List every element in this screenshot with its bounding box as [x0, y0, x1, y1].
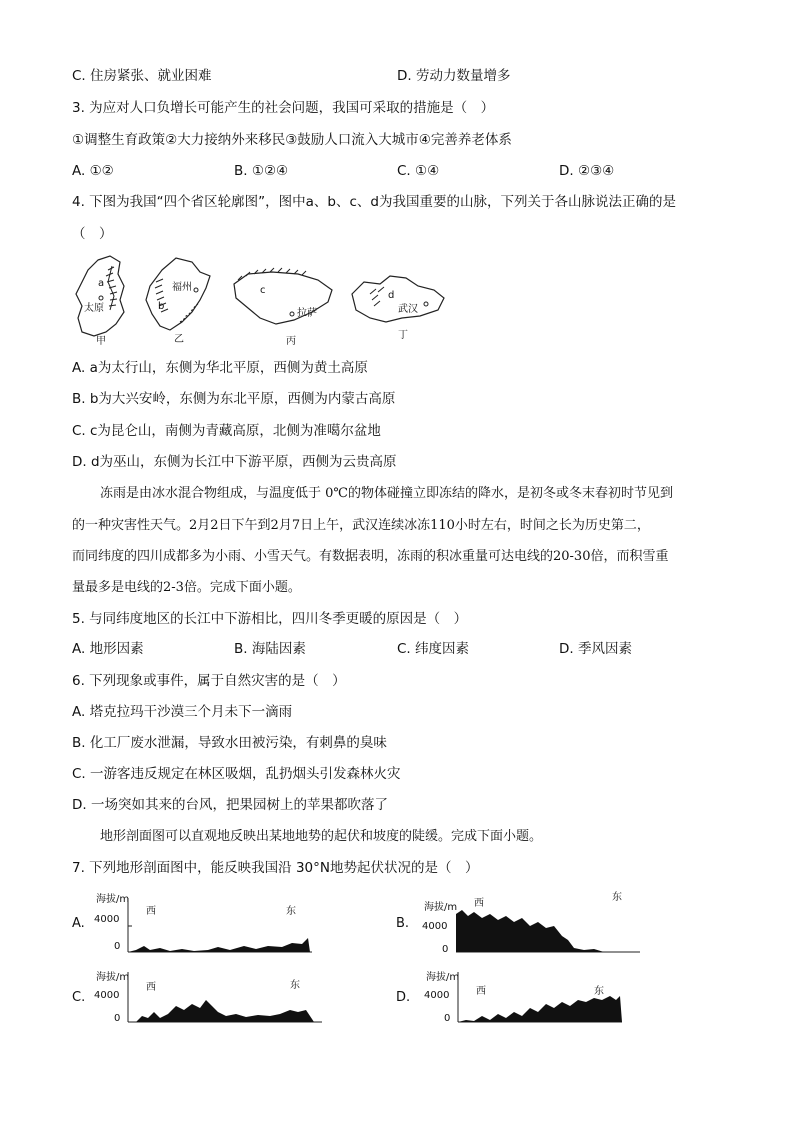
map-jia-mountain-label: a — [98, 278, 105, 289]
q5-option-b: B. 海陆因素 — [234, 641, 306, 657]
passage1-line4: 量最多是电线的2-3倍。完成下面小题。 — [72, 580, 301, 595]
profile-a-tick-4000: 4000 — [94, 914, 120, 925]
profile-c — [72, 964, 322, 1030]
map-bing-outline — [228, 262, 338, 332]
passage1-line1: 冻雨是由冰水混合物组成，与温度低于 0℃的物体碰撞立即冻结的降水，是初冬或冬末春初时节见到 — [100, 486, 673, 501]
q4-option-b: B. b为大兴安岭，东侧为东北平原，西侧为内蒙古高原 — [72, 391, 396, 407]
profile-c-tick-4000: 4000 — [94, 990, 120, 1001]
profile-c-ylabel: 海拔/m — [96, 972, 130, 983]
q6-option-a: A. 塔克拉玛干沙漠三个月未下一滴雨 — [72, 704, 293, 720]
profile-a — [72, 890, 322, 960]
profile-a-west: 西 — [146, 906, 156, 917]
profile-d-graph — [456, 970, 636, 1026]
map-yi-mountain-label: b — [158, 301, 165, 312]
profile-a-east: 东 — [286, 906, 296, 917]
map-ding-city-label: 武汉 — [398, 304, 418, 315]
profile-b-tick-0: 0 — [442, 944, 449, 955]
q3-statements: ①调整生育政策②大力接纳外来移民③鼓励人口流入大城市④完善养老体系 — [72, 132, 512, 148]
q5-stem: 5. 与同纬度地区的长江中下游相比，四川冬季更暖的原因是（ ） — [72, 611, 468, 627]
q6-stem: 6. 下列现象或事件，属于自然灾害的是（ ） — [72, 673, 346, 689]
profile-d-tick-4000: 4000 — [424, 990, 450, 1001]
map-ding-outline — [344, 264, 448, 334]
profile-c-tick-0: 0 — [114, 1013, 121, 1024]
passage2-text: 地形剖面图可以直观地反映出某地地势的起伏和坡度的陡缓。完成下面小题。 — [100, 829, 543, 844]
profile-d — [396, 964, 646, 1030]
map-jia-name: 甲 — [96, 336, 106, 347]
q5-option-a: A. 地形因素 — [72, 641, 144, 657]
profile-c-east: 东 — [290, 980, 300, 991]
profile-a-tick-0: 0 — [114, 941, 121, 952]
profile-d-option: D. — [396, 990, 411, 1005]
profile-b-west: 西 — [474, 898, 484, 909]
profile-c-option: C. — [72, 990, 86, 1005]
q6-option-b: B. 化工厂废水泄漏，导致水田被污染，有刺鼻的臭味 — [72, 735, 387, 751]
profile-b-east: 东 — [612, 892, 622, 903]
q4-option-c: C. c为昆仑山，南侧为青藏高原，北侧为准噶尔盆地 — [72, 423, 381, 439]
profile-b-option: B. — [396, 916, 410, 931]
profile-b-graph — [454, 906, 644, 958]
q3-option-b: B. ①②④ — [234, 163, 289, 179]
map-yi-outline — [140, 252, 220, 342]
profile-c-west: 西 — [146, 982, 156, 993]
q2-option-c: C. 住房紧张、就业困难 — [72, 68, 212, 84]
map-jia-outline — [68, 252, 138, 342]
profile-d-ylabel: 海拔/m — [426, 972, 460, 983]
q6-option-d: D. 一场突如其来的台风，把果园树上的苹果都吹落了 — [72, 797, 388, 813]
map-jia-city-label: 太原 — [84, 303, 104, 314]
passage1-line3: 而同纬度的四川成都多为小雨、小雪天气。有数据表明，冻雨的积冰重量可达电线的20-30倍，而积雪重 — [72, 549, 669, 564]
q7-stem: 7. 下列地形剖面图中，能反映我国沿 30°N地势起伏状况的是（ ） — [72, 860, 479, 876]
q5-option-d: D. 季风因素 — [559, 641, 632, 657]
q4-option-a: A. a为太行山，东侧为华北平原，西侧为黄土高原 — [72, 360, 368, 376]
q6-option-c: C. 一游客违反规定在林区吸烟，乱扔烟头引发森林火灾 — [72, 766, 401, 782]
map-yi-city-label: 福州 — [172, 282, 192, 293]
map-bing-name: 丙 — [286, 336, 296, 347]
profile-d-west: 西 — [476, 986, 486, 997]
q4-option-d: D. d为巫山，东侧为长江中下游平原，西侧为云贵高原 — [72, 454, 397, 470]
profile-d-tick-0: 0 — [444, 1013, 451, 1024]
profile-b-ylabel: 海拔/m — [424, 902, 458, 913]
map-bing-mountain-label: c — [260, 285, 266, 296]
map-ding-name: 丁 — [398, 330, 408, 341]
q3-option-a: A. ①② — [72, 163, 114, 179]
profile-c-graph — [126, 970, 326, 1026]
q3-stem: 3. 为应对人口负增长可能产生的社会问题，我国可采取的措施是（ ） — [72, 100, 495, 116]
passage1-line2: 的一种灾害性天气。2月2日下午到2月7日上午，武汉连续冰冻110小时左右，时间之长为历史第二， — [72, 518, 650, 533]
q3-option-c: C. ①④ — [397, 163, 440, 179]
map-yi-name: 乙 — [174, 334, 184, 345]
map-ding-mountain-label: d — [388, 290, 395, 301]
province-outline-maps — [68, 252, 448, 352]
profile-b — [396, 886, 646, 960]
q2-option-d: D. 劳动力数量增多 — [397, 68, 511, 84]
profile-a-ylabel: 海拔/m — [96, 894, 130, 905]
profile-b-tick-4000: 4000 — [422, 921, 448, 932]
profile-a-graph — [126, 896, 316, 956]
profile-a-option: A. — [72, 916, 85, 931]
q4-stem-bracket: （ ） — [72, 226, 113, 242]
profile-d-east: 东 — [594, 986, 604, 997]
map-bing-city-label: 拉萨 — [297, 308, 317, 319]
q4-stem: 4. 下图为我国“四个省区轮廓图”，图中a、b、c、d为我国重要的山脉，下列关于各山脉说法正确的是 — [72, 194, 676, 210]
q3-option-d: D. ②③④ — [559, 163, 615, 179]
q5-option-c: C. 纬度因素 — [397, 641, 470, 657]
